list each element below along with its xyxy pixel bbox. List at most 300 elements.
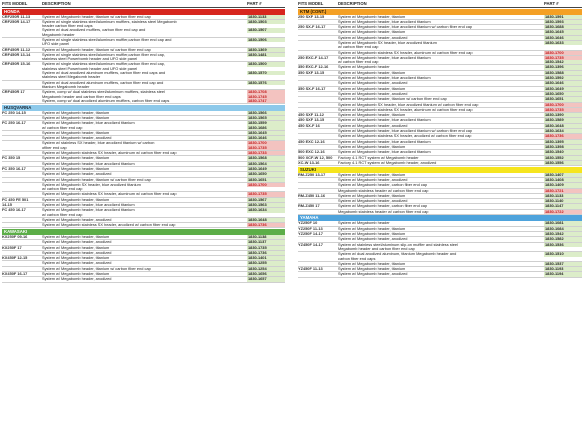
section-header-ktm-cont: KTM (CONT.) — [298, 9, 582, 15]
part-number: 1830-1656 — [247, 272, 285, 276]
description-line: System w/ Megabomb stainless SX header, anodized w/ carbon fiber end cap — [42, 222, 176, 228]
part-number: 1830-1733 — [247, 151, 285, 155]
fits-model-cell: YZ450F 14-17 — [298, 241, 323, 247]
part-number: 1830-1567 — [247, 198, 285, 202]
left-table-body — [2, 9, 285, 283]
fits-model-cell: RM-Z450 17 — [298, 203, 320, 209]
description-line: System w/ Megabomb header, blue anodized titanium — [338, 75, 431, 81]
table-row — [2, 277, 285, 282]
fits-model-cell: 450 EXC 12-16 — [298, 138, 325, 144]
description-line: titanium Megabomb header — [42, 83, 90, 89]
part-number-cell — [247, 20, 285, 37]
part-number: 1830-1563 — [247, 203, 285, 207]
fits-model-cell: 450 SXF 13-15 — [298, 117, 325, 123]
fits-model-cell — [298, 41, 338, 50]
description-cell — [338, 161, 544, 165]
header-description: DESCRIPTION — [338, 1, 367, 6]
part-number-cell — [544, 183, 582, 187]
description-cell — [338, 134, 544, 138]
part-number: 1830-1736 — [544, 134, 582, 138]
fits-model-cell: 350 SX-F 16-17 — [298, 85, 326, 91]
description-line: System w/ Megabomb header, titanium — [338, 112, 406, 118]
header-model: FITS MODEL — [2, 1, 28, 6]
part-number: 1830-1736 — [247, 223, 285, 227]
description-cell — [338, 183, 544, 187]
description-line: System w/ Megabomb stainless SX header, aluminum w/ carbon fiber end cap — [42, 150, 177, 156]
part-number-cell — [544, 210, 582, 214]
description-line: stainless steel Powerbomb header and UFO side panel — [42, 65, 138, 71]
part-number: 1830-1500 — [247, 62, 285, 66]
fits-model-cell: FC 250 14-15 — [2, 109, 26, 115]
fits-model-cell: 350 SXF 13-15 — [298, 69, 325, 75]
description-line: System w/ Megabomb header, titanium — [42, 155, 110, 161]
part-number: 1830-1735 — [247, 146, 285, 150]
table-row — [2, 62, 285, 80]
part-number: 1830-1650 — [544, 92, 582, 96]
description-line: w/ carbon fiber end cap — [338, 59, 379, 65]
description-cell — [42, 62, 247, 79]
part-number: 1830-1592 — [544, 76, 582, 80]
fits-model-cell — [298, 81, 338, 85]
part-number: 1830-1390 — [544, 113, 582, 117]
part-number: 1830-1645 — [247, 131, 285, 135]
description-line: System w/ single stainless steel/aluminum muffler,carbon fiber end cap, — [42, 61, 165, 67]
description-line: System w/ Megabomb stainless SX header, anodized w/ carbon fiber end cap — [338, 133, 472, 139]
fits-model-cell — [298, 129, 338, 133]
section-header-husqvarna: HUSQVARNA — [2, 105, 285, 111]
fits-model-cell — [298, 134, 338, 138]
fits-model-cell — [2, 183, 42, 192]
fits-model-cell — [2, 172, 42, 176]
description-line: UFO side panel — [42, 41, 70, 47]
part-number: 1830-1133 — [247, 15, 285, 19]
description-line: System w/ Megabomb header, titanium — [42, 114, 110, 120]
part-number: 1830-1481 — [247, 53, 285, 57]
right-column — [298, 0, 582, 278]
table-row — [2, 90, 285, 104]
fits-model-cell: 450 SXF 11-12 — [298, 112, 324, 118]
description-line: System w/ Megabomb header, titanium w/ carbon fiber end cap — [42, 265, 151, 271]
description-line: System w/ Megabomb header, anodized — [42, 239, 112, 245]
description-line: System w/ Megabomb header, anodized — [338, 90, 408, 96]
part-number: 1830-1645 — [544, 30, 582, 34]
part-number: 1830-1140 — [544, 199, 582, 203]
part-number: 1830-1507 — [247, 28, 285, 32]
part-number: 1830-1700 — [247, 183, 285, 187]
part-number-cell — [544, 97, 582, 101]
part-number-cell — [247, 62, 285, 79]
description-line: System w/ Megabomb stainless SX header, aluminum w/ carbon fiber end cap — [338, 106, 473, 112]
description-line: Megabomb header and carbon fiber end caps — [42, 93, 121, 99]
part-number: 1830-1398 — [544, 145, 582, 149]
part-number: 1830-1735 — [247, 192, 285, 196]
part-number: 1830-1194 — [544, 272, 582, 276]
part-number: 1830-1735 — [544, 108, 582, 112]
description-line: System, comp w/ dual anodized aluminum mufflers, carbon fiber end caps — [42, 97, 170, 103]
section-header-honda: HONDA — [2, 9, 285, 15]
part-number: 1830-1700 — [544, 51, 582, 55]
description-line: System w/ Megabomb header, titanium — [42, 233, 110, 239]
description-cell — [338, 272, 544, 276]
fits-model-cell: FC 350 16-17 — [2, 165, 26, 171]
part-number: 1830-1700 — [247, 141, 285, 145]
part-number: 1830-1721 — [544, 189, 582, 193]
description-line: System w/ Megabomb header, anodized — [338, 176, 408, 182]
fits-model-cell: CRF450R 15-16 — [2, 61, 31, 67]
part-number: 1830-1700 — [544, 103, 582, 107]
part-number-cell — [544, 150, 582, 154]
description-line: System w/ Megabomb SX header, blue anodized titanium — [42, 181, 141, 187]
fits-model-cell: 450 SX-F 16 — [298, 122, 320, 128]
fits-model-cell: CRF250R 11-13 — [2, 13, 31, 19]
description-line: stainless steel Megabomb header — [42, 74, 101, 80]
fits-model-cell — [2, 38, 42, 47]
description-line: w/ carbon fiber end cap — [42, 211, 83, 217]
description-line: Factory 4.1 RCT system w/ Megabomb header, anodized — [338, 159, 437, 165]
description-cell — [42, 183, 247, 192]
table-header — [298, 0, 582, 8]
part-number-cell — [544, 81, 582, 85]
fits-model-cell: YZ250F 11-13 — [298, 225, 323, 231]
description-line: System w/ Megabomb header, titanium — [338, 171, 406, 177]
description-line: System w/ Megabomb header, anodized — [338, 122, 408, 128]
part-number: 1830-1540 — [544, 150, 582, 154]
part-number: 1830-1576 — [247, 81, 285, 85]
part-number-cell — [544, 252, 582, 261]
description-line: System w/ Megabomb header, blue anodized titanium — [338, 149, 431, 155]
fits-model-cell: 14-15 — [2, 201, 12, 207]
fits-model-cell: YZ250F 10 — [298, 220, 318, 226]
fits-model-cell: RM-Z250 13-17 — [298, 171, 326, 177]
part-number: 1830-1552 — [544, 156, 582, 160]
part-number-cell — [247, 141, 285, 150]
part-number: 1830-1542 — [544, 60, 582, 64]
table-row — [298, 210, 582, 215]
part-number: 1830-1081 — [544, 221, 582, 225]
part-number: 1830-1747 — [247, 99, 285, 103]
part-number: 1830-1634 — [544, 129, 582, 133]
part-number: 1830-1591 — [544, 15, 582, 19]
description-line: System w/ Megabomb header, anodized — [42, 216, 112, 222]
part-number: 1830-1649 — [247, 167, 285, 171]
table-row — [298, 272, 582, 277]
part-number: 1830-1506 — [247, 38, 285, 42]
part-number: 1830-1409 — [544, 183, 582, 187]
description-line: System w/ Megabomb header, titanium w/ carbon fiber end cap — [42, 13, 151, 19]
fits-model-cell: 500 EXC 12-16 — [298, 149, 325, 155]
description-cell — [42, 20, 247, 37]
description-line: System w/ Megabomb header, titanium — [338, 225, 406, 231]
description-cell — [42, 240, 247, 244]
fits-model-cell — [298, 183, 338, 187]
description-line: System w/ stainless SX header, blue anodized titanium w/ carbon — [42, 140, 155, 146]
description-line: System w/ dual anodized aluminum, titanium Megabomb header and — [338, 251, 457, 257]
description-cell — [42, 121, 247, 130]
left-column — [2, 0, 285, 283]
part-number: 1830-1407 — [544, 173, 582, 177]
description-line: System w/ Megabomb header, titanium — [42, 165, 110, 171]
part-number: 1830-1651 — [247, 178, 285, 182]
part-number: 1830-1147 — [544, 204, 582, 208]
description-line: System w/ Megabomb header, anodized — [338, 198, 408, 204]
description-line: w/ carbon fiber end cap — [338, 44, 379, 50]
part-number: 1830-1651 — [544, 97, 582, 101]
part-number: 1830-1736 — [247, 251, 285, 255]
description-line: System w/ Megabomb header, anodized — [42, 276, 112, 282]
description-line: System w/ Megabomb header, titanium — [338, 29, 406, 35]
description-cell — [338, 150, 544, 154]
part-number-cell — [544, 41, 582, 50]
description-line: System w/ Megabomb header, titanium — [338, 231, 406, 237]
part-number: 1830-1735 — [544, 56, 582, 60]
part-number: 1830-1568 — [247, 156, 285, 160]
description-line: Megabomb stainless header w/ carbon fiber end cap — [338, 187, 429, 193]
part-number-cell — [247, 277, 285, 281]
description-line: System w/ single stainless steel/aluminum muffler,carbon fiber end cap, — [42, 51, 165, 57]
part-number-cell — [247, 53, 285, 62]
fits-model-cell — [298, 252, 338, 261]
part-number: 1830-1646 — [544, 81, 582, 85]
description-line: System w/ single stainless steel/aluminum mufflers, stainless steel Megabomb — [42, 18, 177, 24]
fits-model-cell: FC 350 15 — [2, 155, 21, 161]
part-number: 1830-1138 — [247, 235, 285, 239]
description-line: Megabomb header and carbon fiber end cap — [338, 245, 415, 251]
description-line: carbon fiber end caps — [338, 255, 376, 261]
part-number: 1830-1648 — [247, 218, 285, 222]
part-number — [247, 75, 285, 79]
description-line: System w/ Megabomb header, titanium — [42, 271, 110, 277]
part-number: 1830-1137 — [247, 240, 285, 244]
part-number: 1830-1708 — [247, 90, 285, 94]
fits-model-cell — [298, 272, 338, 276]
description-cell — [42, 223, 247, 227]
table-row — [2, 20, 285, 38]
description-line: System w/ Megabomb header, titanium — [338, 143, 406, 149]
part-number: 1830-1503 — [247, 20, 285, 24]
description-cell — [338, 252, 544, 261]
part-number: 1830-1633 — [544, 41, 582, 45]
part-number: 1830-1589 — [544, 118, 582, 122]
right-table-body — [298, 9, 582, 278]
fits-model-cell: FC 450 16-17 — [2, 207, 26, 213]
description-line: System w/ Megabomb header, titanium w/ carbon fiber end cap — [338, 96, 447, 102]
part-number: 1830-1648 — [544, 124, 582, 128]
fits-model-cell: 250 SX-F 16-17 — [298, 24, 326, 30]
fits-model-cell: 350 EXC-F 12-16 — [298, 64, 329, 70]
part-number: 1830-1408 — [544, 178, 582, 182]
description-line: Factory 4.1 RCT system w/ Megabomb header — [338, 154, 419, 160]
part-number: 1830-1193 — [544, 267, 582, 271]
part-number-cell — [544, 161, 582, 165]
description-cell — [338, 56, 544, 65]
description-line: System w/ Megabomb header, anodized — [338, 34, 408, 40]
table-header — [2, 0, 285, 8]
part-number-cell — [544, 272, 582, 276]
part-number: 1830-1657 — [247, 277, 285, 281]
fits-model-cell: XC-W 13-16 — [298, 159, 320, 165]
part-number: 1830-1556 — [544, 161, 582, 165]
part-number: 1830-1593 — [544, 20, 582, 24]
fits-model-cell — [2, 223, 42, 227]
description-cell — [338, 81, 544, 85]
part-number: 1830-1396 — [544, 65, 582, 69]
part-number: 1830-1559 — [247, 121, 285, 125]
description-line: System w/ Megabomb header, titanium — [42, 244, 110, 250]
fits-model-cell — [298, 178, 338, 182]
table-row — [298, 161, 582, 166]
header-part: PART # — [544, 1, 559, 6]
fits-model-cell — [2, 131, 42, 135]
fits-model-cell — [298, 210, 338, 214]
description-line: w/ carbon fiber end cap — [42, 124, 83, 130]
description-line: System w/ Megabomb header, titanium — [42, 109, 110, 115]
fits-model-cell — [2, 277, 42, 281]
fits-model-cell — [298, 97, 338, 101]
part-number-cell — [247, 223, 285, 227]
part-number: 1830-1634 — [247, 208, 285, 212]
part-number: 1830-1570 — [247, 71, 285, 75]
description-cell — [42, 81, 247, 90]
part-number: 1830-1369 — [247, 48, 285, 52]
description-line: System w/ Megabomb stainless SX header, aluminum w/ carbon fiber end cap — [42, 191, 177, 197]
part-number-cell — [544, 56, 582, 65]
part-number: 1830-1566 — [247, 111, 285, 115]
description-line: System w/ Megabomb SX header, blue anodized titanium — [338, 39, 437, 45]
fits-model-cell — [298, 36, 338, 40]
header-description: DESCRIPTION — [42, 1, 71, 6]
description-line: System w/ Megabomb header, blue anodized titanium w/ carbon fiber end cap — [338, 24, 473, 30]
header-part: PART # — [247, 1, 262, 6]
fits-model-cell — [2, 178, 42, 182]
description-line: System w/ Megabomb header, blue anodized titanium — [42, 207, 135, 213]
part-number: 1830-1646 — [247, 136, 285, 140]
description-cell — [42, 172, 247, 176]
part-number: 1830-1133 — [544, 194, 582, 198]
fits-model-cell — [2, 136, 42, 140]
description-cell — [42, 208, 247, 217]
part-number: 1830-1745 — [247, 95, 285, 99]
description-line: System w/ Megabomb header, anodized — [42, 249, 112, 255]
description-line: System w/ Megabomb header, titanium — [42, 129, 110, 135]
description-line: System w/ dual anodized aluminum mufflers, carbon fiber end cap and — [42, 79, 164, 85]
fits-model-cell: RM-Z450 11-16 — [298, 192, 326, 198]
section-header-suzuki: SUZUKI — [298, 167, 582, 173]
description-line: System w/ Megabomb header, anodized — [338, 236, 408, 242]
description-cell — [42, 53, 247, 62]
description-line: System w/ Megabomb header — [338, 220, 390, 226]
fits-model-cell: 250 SXF 13-15 — [298, 13, 325, 19]
description-line: System w/ Megabomb header, titanium — [338, 69, 406, 75]
description-cell — [338, 97, 544, 101]
part-number: 1830-1542 — [544, 232, 582, 236]
fits-model-cell: CRF250R 14-17 — [2, 18, 31, 24]
part-number: 1830-1646 — [544, 36, 582, 40]
fits-model-cell — [2, 81, 42, 90]
part-number: 1830-1688 — [544, 25, 582, 29]
part-number-cell — [247, 81, 285, 90]
description-line: Megabomb header — [42, 31, 75, 37]
fits-model-cell — [2, 240, 42, 244]
description-line: System w/ Megabomb header, anodized — [42, 135, 112, 141]
part-number: 1830-1084 — [544, 227, 582, 231]
part-number: 1830-1401 — [247, 256, 285, 260]
part-number-cell — [247, 172, 285, 176]
part-number-cell — [247, 121, 285, 130]
description-cell — [42, 277, 247, 281]
description-line: System w/ Megabomb header, blue anodized titanium — [338, 18, 431, 24]
description-line: System w/ Megabomb header, titanium — [338, 266, 406, 272]
part-number — [544, 45, 582, 49]
fits-model-cell: KX450F 16-17 — [2, 271, 28, 277]
description-line: System w/ Megabomb header, blue anodized titanium — [42, 201, 135, 207]
part-number-cell — [247, 208, 285, 217]
part-number-cell — [247, 38, 285, 47]
part-number: 1830-1510 — [544, 252, 582, 256]
fits-model-cell — [2, 261, 42, 265]
fits-model-cell: KX250F 09-16 — [2, 233, 28, 239]
description-line: System w/ Megabomb header, titanium — [338, 13, 406, 19]
description-line: System w/ Megabomb header, blue anodized titanium — [42, 120, 135, 126]
part-number: 1830-1686 — [247, 126, 285, 130]
part-number: 1830-1395 — [544, 140, 582, 144]
section-header-kawasaki: KAWASAKI — [2, 229, 285, 235]
description-line: System w/ single stainless steel/aluminum muffler,carbon fiber end cap and — [42, 36, 172, 42]
fits-model-cell — [2, 218, 42, 222]
description-line: System, comp w/ dual stainless steel/aluminum mufflers, stainless steel — [42, 89, 165, 95]
description-line: System w/ Megabomb header, anodized — [338, 80, 408, 86]
description-line: System w/ dual anodized mufflers, carbon fiber end cap and — [42, 27, 146, 33]
part-number: 1830-1650 — [247, 172, 285, 176]
header-model: FITS MODEL — [298, 1, 324, 6]
description-line: System w/ Megabomb header, anodized — [42, 171, 112, 177]
description-line: System w/ Megabomb header, titanium w/ carbon fiber end cap — [42, 46, 151, 52]
fits-model-cell: YZ250F 14-17 — [298, 231, 323, 237]
description-line: System w/ Megabomb header, blue anodized titanium — [42, 160, 135, 166]
part-number: 1830-1254 — [247, 267, 285, 271]
fits-model-cell: KX450F 12-15 — [2, 255, 28, 261]
description-line: System w/ Megabomb SX header, blue anodized titanium w/ carbon fiber end cap — [338, 101, 479, 107]
description-line: System w/ Megabomb header, titanium — [42, 255, 110, 261]
description-line: System w/ Megabomb header, blue anodized titanium — [338, 138, 431, 144]
part-number: 1830-1722 — [544, 210, 582, 214]
part-number-cell — [247, 183, 285, 192]
description-line: stainless steel Powerbomb header and UFO side panel — [42, 56, 138, 62]
part-number — [247, 42, 285, 46]
part-number: 1830-1735 — [247, 246, 285, 250]
description-line: ofiber end cap — [42, 144, 67, 150]
part-number: 1830-1255 — [247, 261, 285, 265]
description-cell — [338, 210, 544, 214]
fits-model-cell — [298, 76, 338, 80]
table-row — [2, 223, 285, 228]
part-number: 1830-1588 — [544, 71, 582, 75]
description-cell — [42, 90, 247, 103]
description-line: System w/ Megabomb header, anodized — [338, 271, 408, 277]
part-number: 1830-1582 — [544, 237, 582, 241]
fits-model-cell: KX250F 17 — [2, 244, 22, 250]
fits-model-cell — [298, 103, 338, 107]
fits-model-cell: CRF450R 13-14 — [2, 51, 31, 57]
description-line: Megabomb stainless header w/ carbon fiber end cap — [338, 208, 429, 214]
fits-model-cell: 500 XCF-W 12, 500 — [298, 154, 333, 160]
part-number: 1830-1537 — [544, 262, 582, 266]
fits-model-cell — [2, 141, 42, 150]
description-line: System w/ Megabomb header, blue anodized titanium w/ carbon fiber end cap — [338, 128, 473, 134]
fits-model-cell: 250 EXC-F 14-17 — [298, 54, 329, 60]
part-number-cell — [247, 156, 285, 160]
fits-model-cell: YZ450F 11-13 — [298, 266, 323, 272]
description-line: System w/ Megabomb header, titanium — [42, 196, 110, 202]
